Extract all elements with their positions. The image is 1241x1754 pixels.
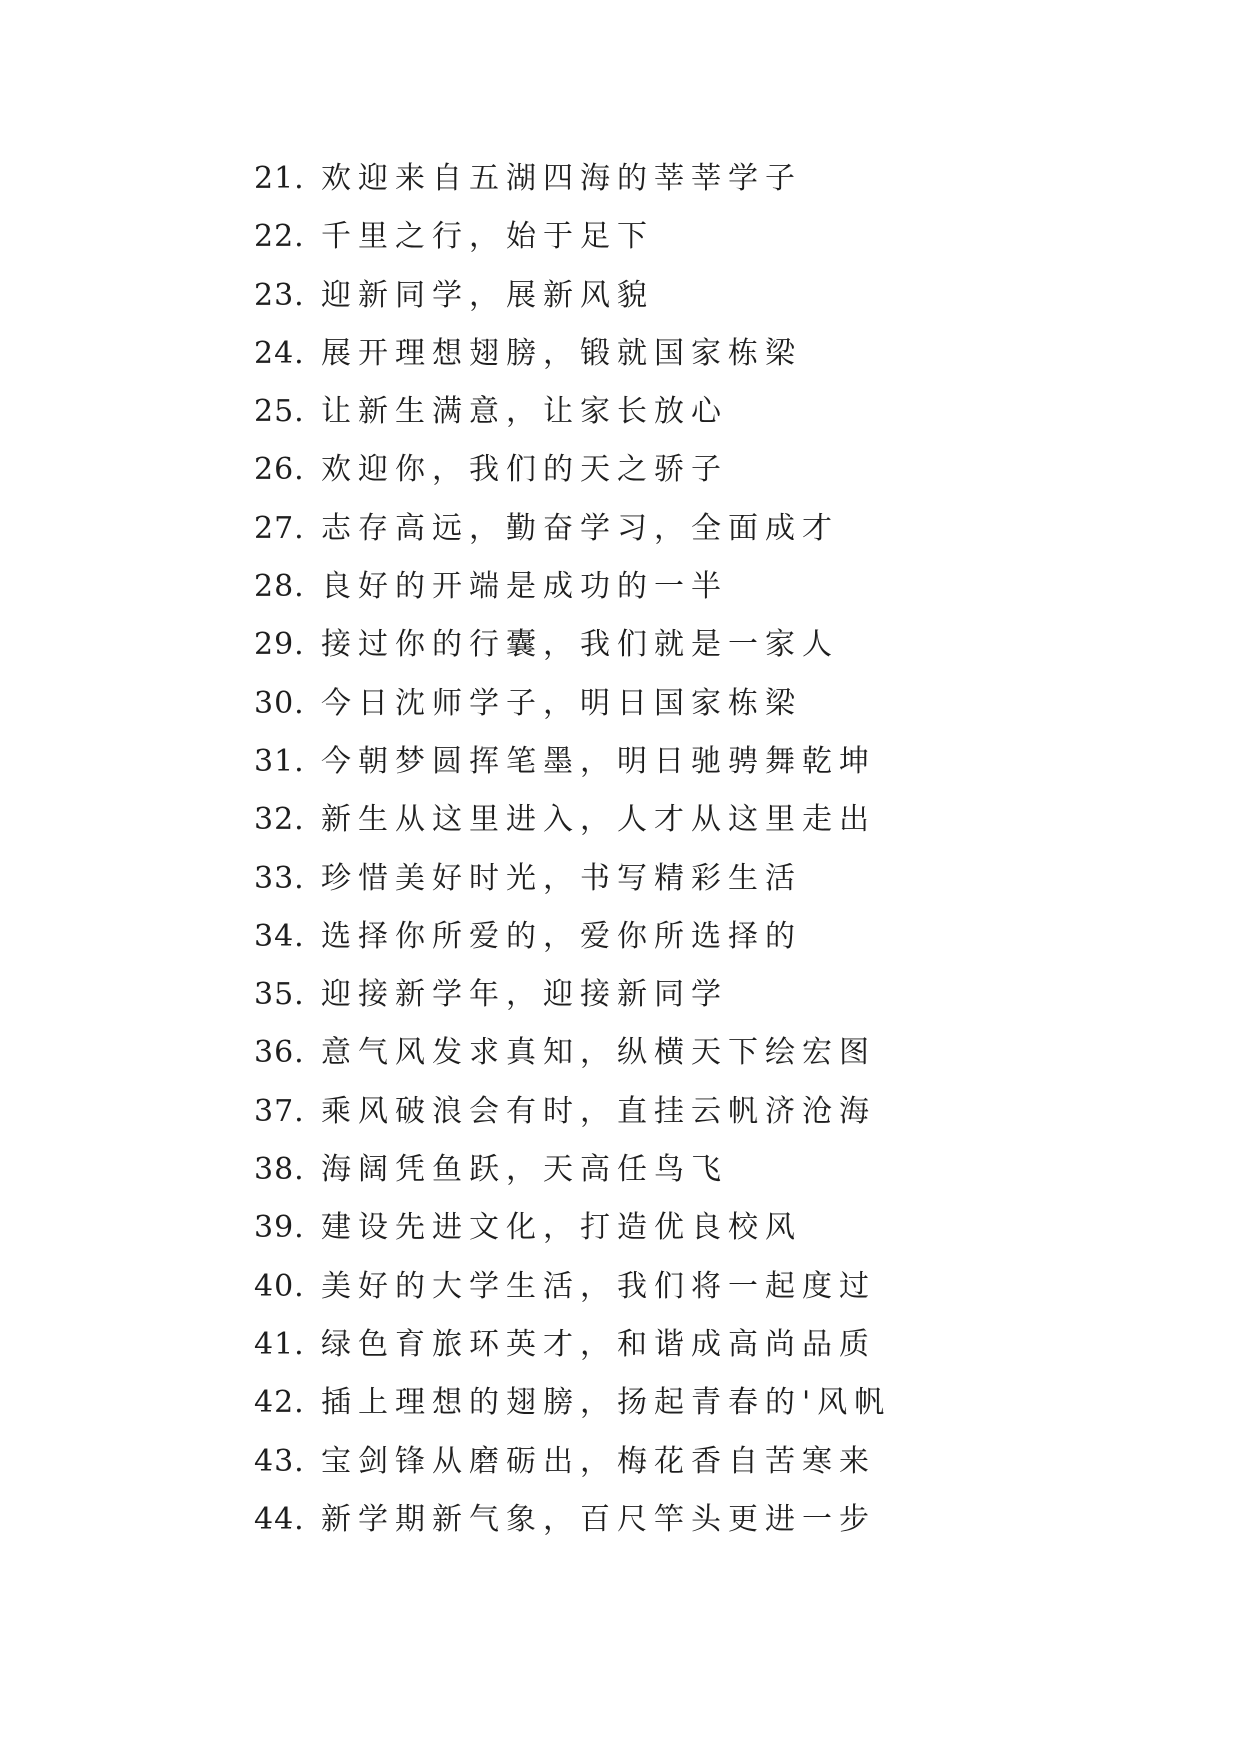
item-number: 30. (254, 685, 305, 721)
list-item (254, 1384, 891, 1442)
item-number: 37. (254, 1093, 305, 1129)
item-number: 43. (254, 1443, 305, 1479)
item-text: 建设先进文化，打造优良校风 (321, 1210, 802, 1246)
item-number: 36. (254, 1035, 305, 1071)
list-item (254, 218, 891, 276)
list-item (254, 801, 891, 859)
item-number: 21. (254, 161, 305, 196)
item-number: 44. (254, 1501, 305, 1537)
item-text: 意气风发求真知，纵横天下绘宏图 (321, 1035, 876, 1071)
list-item (254, 1326, 891, 1384)
item-number: 29. (254, 627, 305, 663)
item-number: 40. (254, 1268, 305, 1304)
item-number: 41. (254, 1326, 305, 1362)
item-number: 24. (254, 335, 305, 371)
item-text: 珍惜美好时光，书写精彩生活 (321, 860, 802, 896)
item-text: 欢迎来自五湖四海的莘莘学子 (321, 161, 802, 196)
item-text: 绿色育旅环英才，和谐成高尚品质 (321, 1326, 876, 1362)
item-text: 美好的大学生活，我们将一起度过 (321, 1268, 876, 1304)
item-number: 39. (254, 1210, 305, 1246)
item-text: 接过你的行囊，我们就是一家人 (321, 627, 839, 663)
list-item (254, 976, 891, 1034)
item-number: 25. (254, 394, 305, 430)
item-number: 33. (254, 860, 305, 896)
item-text: 志存高远，勤奋学习，全面成才 (321, 510, 839, 546)
item-text: 迎新同学，展新风貌 (321, 277, 654, 313)
list-item (254, 335, 891, 393)
item-number: 22. (254, 219, 305, 255)
list-item (254, 277, 891, 335)
list-item (254, 160, 891, 218)
item-text: 选择你所爱的，爱你所选择的 (321, 918, 802, 954)
list-item (254, 1093, 891, 1151)
item-text: 海阔凭鱼跃，天高任鸟飞 (321, 1152, 728, 1188)
item-number: 32. (254, 802, 305, 838)
item-number: 35. (254, 977, 305, 1013)
item-text: 千里之行，始于足下 (321, 219, 654, 255)
item-number: 28. (254, 569, 305, 605)
item-text: 插上理想的翅膀，扬起青春的'风帆 (321, 1385, 892, 1421)
item-number: 42. (254, 1385, 305, 1421)
list-item (254, 918, 891, 976)
item-number: 26. (254, 452, 305, 488)
list-item (254, 510, 891, 568)
item-text: 乘风破浪会有时，直挂云帆济沧海 (321, 1093, 876, 1129)
item-text: 欢迎你，我们的天之骄子 (321, 452, 728, 488)
list-item (254, 1268, 891, 1326)
item-text: 宝剑锋从磨砺出，梅花香自苦寒来 (321, 1443, 876, 1479)
slogan-list (254, 160, 891, 1559)
item-number: 38. (254, 1152, 305, 1188)
list-item (254, 1034, 891, 1092)
list-item (254, 860, 891, 918)
item-number: 34. (254, 918, 305, 954)
item-number: 31. (254, 743, 305, 779)
list-item (254, 568, 891, 626)
item-text: 让新生满意，让家长放心 (321, 394, 728, 430)
list-item (254, 626, 891, 684)
item-text: 今朝梦圆挥笔墨，明日驰骋舞乾坤 (321, 743, 876, 779)
item-text: 今日沈师学子，明日国家栋梁 (321, 685, 802, 721)
list-item (254, 1209, 891, 1267)
item-text: 良好的开端是成功的一半 (321, 569, 728, 605)
list-item (254, 743, 891, 801)
list-item (254, 393, 891, 451)
list-item (254, 451, 891, 509)
item-number: 23. (254, 277, 305, 313)
item-text: 新生从这里进入，人才从这里走出 (321, 802, 876, 838)
item-text: 迎接新学年，迎接新同学 (321, 977, 728, 1013)
item-number: 27. (254, 510, 305, 546)
item-text: 新学期新气象，百尺竿头更进一步 (321, 1501, 876, 1537)
list-item (254, 1151, 891, 1209)
list-item (254, 1443, 891, 1501)
list-item (254, 685, 891, 743)
list-item (254, 1501, 891, 1559)
item-text: 展开理想翅膀，锻就国家栋梁 (321, 335, 802, 371)
